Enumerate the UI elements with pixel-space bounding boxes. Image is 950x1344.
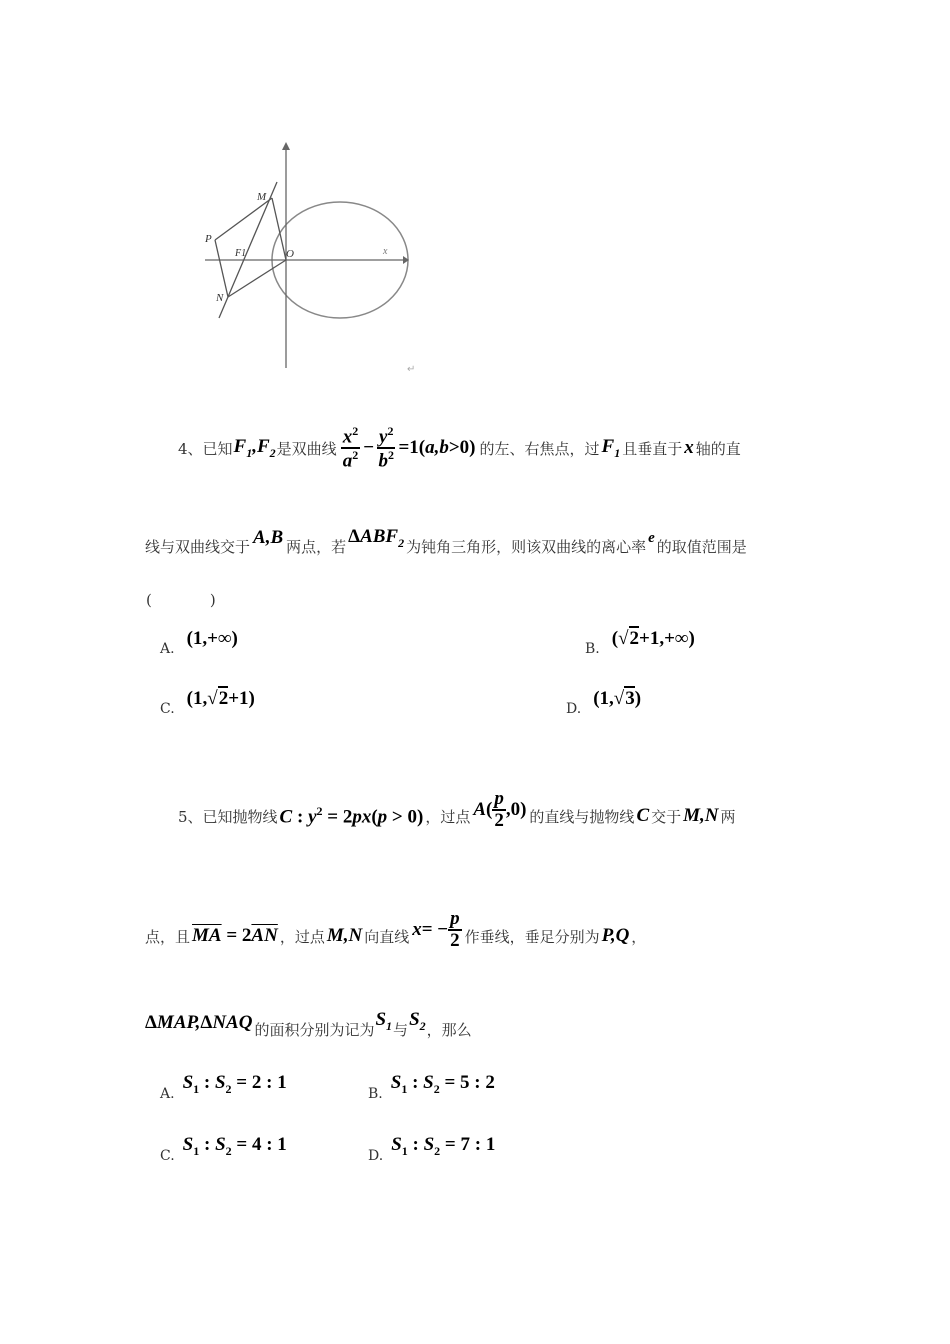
q4-option-b[interactable]: B. (√2+1,+∞) bbox=[585, 628, 695, 657]
q4-option-c[interactable]: C. (1,√2+1) bbox=[160, 688, 255, 717]
q5-vector-eq: $\overline{MA} = 2\overline{AN}$ bbox=[192, 925, 278, 946]
q5-text: 的直线与抛物线 bbox=[529, 807, 635, 826]
line-mp bbox=[215, 198, 272, 240]
ellipse-figure bbox=[195, 140, 425, 380]
q5-text: ， bbox=[631, 927, 647, 946]
q5-s1: $S_1$ bbox=[375, 1008, 393, 1033]
q4-text: 的取值范围是 bbox=[656, 537, 747, 556]
q5-directrix: x = − $\frac{p}{2}$ bbox=[412, 908, 460, 951]
q5-text: 与 bbox=[393, 1020, 409, 1039]
q4-e: e bbox=[648, 529, 655, 546]
y-axis-arrow bbox=[282, 142, 290, 150]
q4-text: 4、已知 bbox=[178, 439, 233, 458]
q5-mn: M,N bbox=[326, 925, 363, 946]
q5-pq: P,Q bbox=[601, 925, 630, 946]
q4-text: 是双曲线 bbox=[276, 439, 337, 458]
label-n: N bbox=[216, 292, 224, 304]
q5-line3 bbox=[145, 1008, 472, 1046]
q4-text: 两点，若 bbox=[286, 537, 347, 556]
label-x: x bbox=[383, 246, 388, 257]
q5-text: 点，且 bbox=[145, 927, 191, 946]
q5-text: 向直线 bbox=[364, 927, 410, 946]
q4-text: 为钝角三角形，则该双曲线的离心率 bbox=[406, 537, 647, 556]
q5-text: ，过点 bbox=[279, 927, 325, 946]
line-mn bbox=[219, 182, 277, 318]
q5-text: 交于 bbox=[651, 807, 682, 826]
q5-text: 两 bbox=[720, 807, 736, 826]
q4-text: 线与双曲线交于 bbox=[145, 537, 251, 556]
label-p: P bbox=[205, 233, 212, 245]
q5-text: 5、已知抛物线 bbox=[178, 807, 278, 826]
q4-foci: $F_1,F_2$ bbox=[233, 435, 276, 460]
q4-option-a[interactable]: A. (1,+∞) bbox=[160, 628, 238, 657]
q4-answer-blank: ( ) bbox=[146, 591, 216, 609]
q5-point-a: A ( $\frac{p}{2}$ ,0) bbox=[473, 788, 527, 831]
q5-triangles: ΔMAP,ΔNAQ bbox=[145, 1012, 253, 1033]
q4-line1 bbox=[178, 418, 741, 478]
line-no bbox=[228, 260, 286, 297]
q4-triangle: $\Delta ABF_2$ bbox=[348, 525, 405, 550]
label-m: M bbox=[257, 191, 267, 203]
line-mo bbox=[272, 198, 286, 260]
q5-option-a[interactable]: A. $S_1$ : $S_2 = 2$ : 1 bbox=[160, 1072, 287, 1103]
q5-line2 bbox=[145, 908, 646, 964]
q5-option-c[interactable]: C. $S_1$ : $S_2 = 4$ : 1 bbox=[160, 1134, 287, 1165]
q4-text: 且垂直于 bbox=[622, 439, 683, 458]
q5-option-b[interactable]: B. $S_1$ : $S_2 = 5$ : 2 bbox=[368, 1072, 495, 1103]
q4-line2 bbox=[145, 525, 747, 562]
label-f1: F1 bbox=[235, 248, 247, 259]
label-o: O bbox=[286, 248, 294, 260]
q4-f1: $F_1$ bbox=[601, 435, 621, 460]
q5-text: ，那么 bbox=[426, 1020, 472, 1039]
q5-s2: $S_2$ bbox=[409, 1008, 426, 1033]
q4-option-d[interactable]: D. (1,√3) bbox=[566, 688, 642, 717]
q5-text: 的面积分别为记为 bbox=[254, 1020, 375, 1039]
line-pn bbox=[215, 240, 228, 297]
q5-line1 bbox=[178, 788, 736, 844]
return-mark: ↵ bbox=[407, 364, 416, 375]
q5-text: ，过点 bbox=[425, 807, 471, 826]
q4-ab: A,B bbox=[253, 527, 284, 548]
q4-x-var: x bbox=[684, 437, 694, 458]
q5-c: C bbox=[636, 805, 650, 826]
q5-parabola: C : $y^2 = 2px(p > 0)$ bbox=[279, 803, 424, 828]
q5-text: 作垂线，垂足分别为 bbox=[464, 927, 600, 946]
q5-mn: M,N bbox=[683, 805, 719, 826]
q4-hyperbola-equation: $\frac{x^2}{a^2}$ − $\frac{y^2}{b^2}$ =1( a,b >0) bbox=[342, 423, 476, 472]
q5-option-d[interactable]: D. $S_1$ : $S_2 = 7$ : 1 bbox=[368, 1134, 496, 1165]
q4-text: 轴的直 bbox=[695, 439, 741, 458]
q4-text: 的左、右焦点，过 bbox=[479, 439, 600, 458]
